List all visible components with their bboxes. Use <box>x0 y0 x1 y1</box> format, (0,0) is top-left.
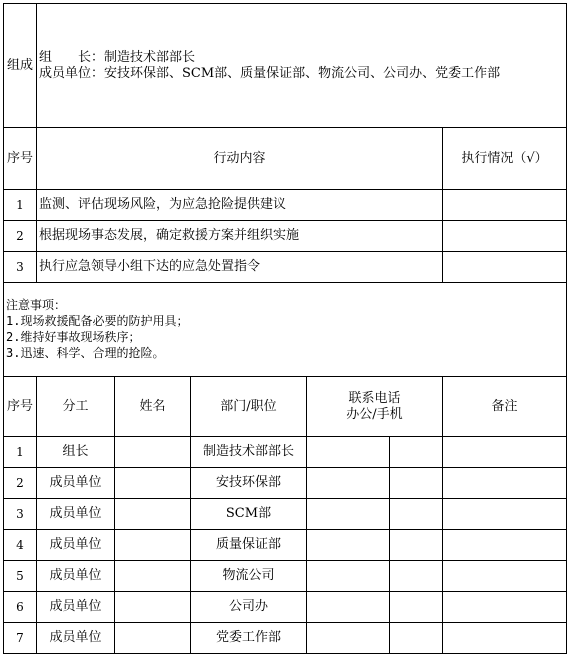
notes-item: 1.现场救援配备必要的防护用具； <box>6 314 189 328</box>
roster-role: 成员单位 <box>37 592 115 623</box>
action-no: 3 <box>4 252 37 283</box>
roster-dept: SCM部 <box>191 499 307 530</box>
roster-name-cell[interactable] <box>115 592 191 623</box>
form-table <box>3 3 567 654</box>
roster-dept-header: 部门/职位 <box>191 377 307 437</box>
roster-office-phone-cell[interactable] <box>307 530 390 561</box>
roster-row <box>4 561 567 592</box>
response-form <box>3 3 566 654</box>
roster-name-cell[interactable] <box>115 561 191 592</box>
roster-role: 成员单位 <box>37 530 115 561</box>
roster-role: 成员单位 <box>37 561 115 592</box>
roster-role-header: 分工 <box>37 377 115 437</box>
notes-item: 3.迅速、科学、合理的抢险。 <box>6 346 165 360</box>
actions-content-header: 行动内容 <box>37 128 443 190</box>
action-content: 监测、评估现场风险，为应急抢险提供建议 <box>37 190 443 221</box>
action-no: 1 <box>4 190 37 221</box>
roster-dept: 党委工作部 <box>191 623 307 654</box>
roster-mobile-phone-cell[interactable] <box>390 499 443 530</box>
roster-row <box>4 592 567 623</box>
roster-no: 2 <box>4 468 37 499</box>
action-row <box>4 190 567 221</box>
notes-row <box>4 283 567 377</box>
roster-name-cell[interactable] <box>115 623 191 654</box>
roster-no: 1 <box>4 437 37 468</box>
roster-row <box>4 499 567 530</box>
roster-row <box>4 468 567 499</box>
action-row <box>4 221 567 252</box>
roster-mobile-phone-cell[interactable] <box>390 437 443 468</box>
roster-remark-cell[interactable] <box>443 623 567 654</box>
action-row <box>4 252 567 283</box>
roster-name-header: 姓名 <box>115 377 191 437</box>
roster-no: 3 <box>4 499 37 530</box>
roster-mobile-phone-cell[interactable] <box>390 561 443 592</box>
roster-no-header: 序号 <box>4 377 37 437</box>
roster-no: 7 <box>4 623 37 654</box>
actions-no-header: 序号 <box>4 128 37 190</box>
notes-block <box>4 283 567 377</box>
roster-office-phone-cell[interactable] <box>307 561 390 592</box>
roster-row <box>4 623 567 654</box>
roster-role: 组长 <box>37 437 115 468</box>
roster-office-phone-cell[interactable] <box>307 623 390 654</box>
group-details <box>37 4 567 128</box>
roster-remark-cell[interactable] <box>443 561 567 592</box>
roster-remark-cell[interactable] <box>443 468 567 499</box>
roster-remark-header: 备注 <box>443 377 567 437</box>
group-members-line: 成员单位：安技环保部、SCM部、质量保证部、物流公司、公司办、党委工作部 <box>39 65 501 81</box>
roster-mobile-phone-cell[interactable] <box>390 468 443 499</box>
actions-status-header: 执行情况（√） <box>443 128 567 190</box>
roster-no: 5 <box>4 561 37 592</box>
roster-dept: 安技环保部 <box>191 468 307 499</box>
roster-name-cell[interactable] <box>115 530 191 561</box>
roster-mobile-phone-cell[interactable] <box>390 592 443 623</box>
roster-name-cell[interactable] <box>115 468 191 499</box>
roster-phone-header <box>307 377 443 437</box>
roster-header-row <box>4 377 567 437</box>
roster-row <box>4 530 567 561</box>
group-label: 组成 <box>4 4 37 128</box>
notes-title: 注意事项： <box>6 298 67 312</box>
roster-dept: 公司办 <box>191 592 307 623</box>
roster-role: 成员单位 <box>37 499 115 530</box>
roster-remark-cell[interactable] <box>443 499 567 530</box>
roster-mobile-phone-cell[interactable] <box>390 623 443 654</box>
roster-remark-cell[interactable] <box>443 437 567 468</box>
actions-header-row <box>4 128 567 190</box>
group-row <box>4 4 567 128</box>
roster-dept: 物流公司 <box>191 561 307 592</box>
roster-remark-cell[interactable] <box>443 592 567 623</box>
roster-phone-header-line2: 办公/手机 <box>346 406 403 422</box>
roster-role: 成员单位 <box>37 623 115 654</box>
roster-dept: 制造技术部部长 <box>191 437 307 468</box>
action-content: 根据现场事态发展，确定救援方案并组织实施 <box>37 221 443 252</box>
action-status-cell[interactable] <box>443 190 567 221</box>
roster-name-cell[interactable] <box>115 437 191 468</box>
roster-no: 6 <box>4 592 37 623</box>
roster-office-phone-cell[interactable] <box>307 468 390 499</box>
roster-no: 4 <box>4 530 37 561</box>
roster-office-phone-cell[interactable] <box>307 592 390 623</box>
roster-dept: 质量保证部 <box>191 530 307 561</box>
roster-mobile-phone-cell[interactable] <box>390 530 443 561</box>
action-status-cell[interactable] <box>443 221 567 252</box>
action-status-cell[interactable] <box>443 252 567 283</box>
roster-office-phone-cell[interactable] <box>307 437 390 468</box>
roster-office-phone-cell[interactable] <box>307 499 390 530</box>
notes-item: 2.维持好事故现场秩序； <box>6 330 141 344</box>
group-leader-line: 组 长：制造技术部部长 <box>39 49 196 65</box>
roster-name-cell[interactable] <box>115 499 191 530</box>
action-no: 2 <box>4 221 37 252</box>
roster-remark-cell[interactable] <box>443 530 567 561</box>
roster-role: 成员单位 <box>37 468 115 499</box>
roster-row <box>4 437 567 468</box>
roster-phone-header-line1: 联系电话 <box>348 390 401 406</box>
action-content: 执行应急领导小组下达的应急处置指令 <box>37 252 443 283</box>
